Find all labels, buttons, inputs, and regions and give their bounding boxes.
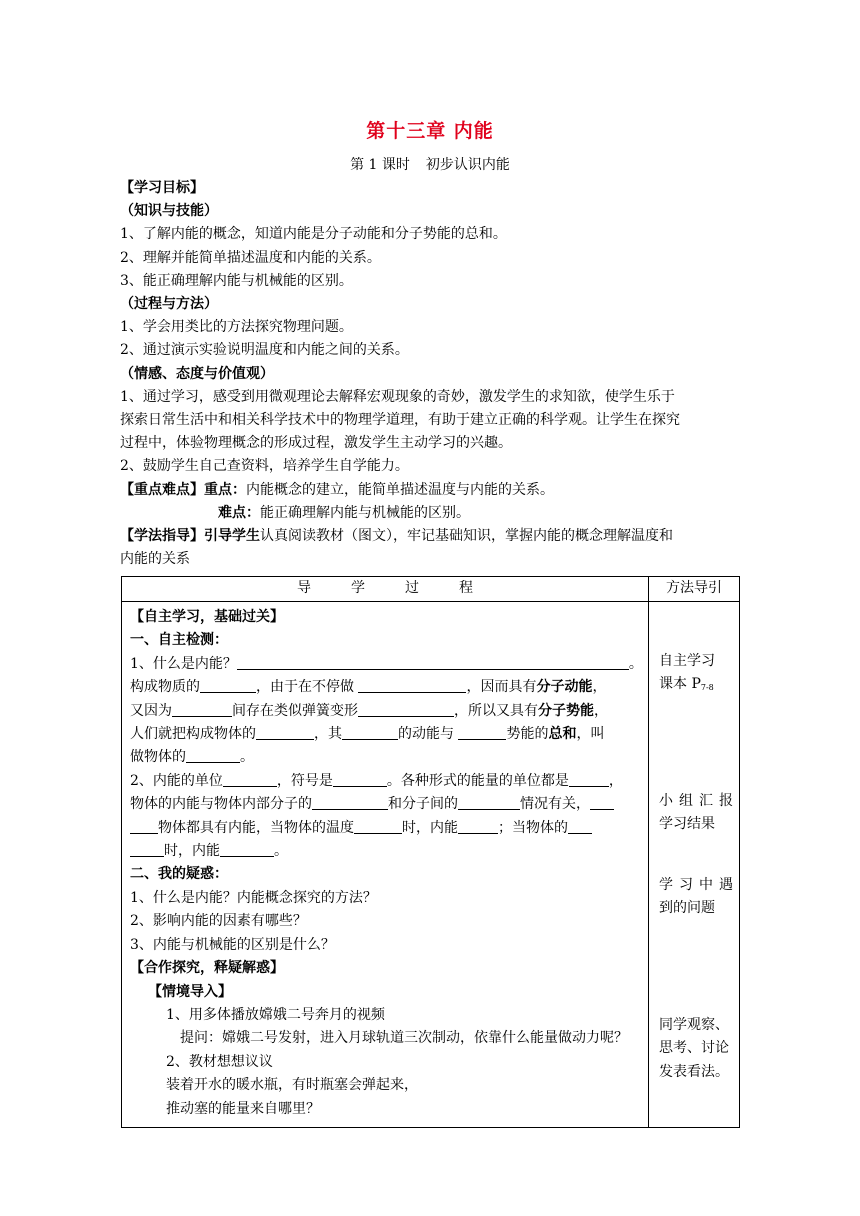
key-label: 重点： [204,481,246,498]
self-test-heading: 一、自主检测： [130,632,228,649]
scenario-text: 推动塞的能量来自哪里？ [166,1100,320,1117]
chapter-title: 第十三章 内能 [366,120,494,142]
process-column-header: 导 学 过 程 [122,577,649,602]
method-row-continued: 内能的关系 [120,551,190,568]
answer-blank[interactable] [220,841,274,857]
answer-blank[interactable] [458,818,498,834]
doubt-item: 2、影响内能的因素有哪些？ [130,913,307,930]
guide-table [121,576,740,1128]
answer-blank[interactable] [130,841,164,857]
question-line: 又因为 间存在类似弹簧变形 ，所以又具有分子势能， [130,702,608,719]
question-line: 物体的内能与物体内部分子的 和分子间的 情况有关， [130,793,642,816]
answer-blank[interactable] [223,771,277,787]
answer-blank[interactable] [458,724,506,740]
question-line: 时，内能 。 [130,840,642,863]
method-row [120,525,740,548]
knowledge-item: 1、了解内能的概念，知道内能是分子动能和分子势能的总和。 [120,226,507,243]
emotion-item: 2、鼓励学生自己查资料，培养学生自学能力。 [120,458,409,475]
answer-blank[interactable] [590,794,614,810]
key-points-row [120,479,740,502]
difficult-text: 能正确理解内能与机械能的区别。 [260,504,470,521]
emotion-heading: （情感、态度与价值观） [120,365,274,382]
process-heading: （过程与方法） [120,296,218,313]
objectives-heading: 【学习目标】 [120,180,204,196]
question-1-line: 1、什么是内能？ 。 [130,655,643,672]
answer-blank[interactable] [358,677,466,693]
table-body-row [122,602,740,1128]
emotion-item-line: 1、通过学习，感受到用微观理论去解释宏观现象的奇妙，激发学生的求知欲，使学生乐于 [120,388,675,405]
guide-note-problems: 学习中遇 到的问题 [659,877,739,917]
emotion-item-line: 探索日常生活中和相关科学技术中的物理学道理，有助于建立正确的科学观。让学生在探究 [120,412,680,429]
question-2-line: 2、内能的单位 ，符号是 。各种形式的能量的单位都是 ， [130,772,623,789]
answer-blank[interactable] [568,818,592,834]
question-line: 物体都具有内能，当物体的温度 时，内能 ；当物体的 [130,817,642,840]
question-line: 人们就把构成物体的 ，其 的动能与 势能的总和，叫 [130,726,605,743]
answer-blank[interactable] [358,701,454,717]
answer-blank[interactable] [237,654,629,670]
emotion-item-line: 过程中，体验物理概念的形成过程，激发学生主动学习的兴趣。 [120,435,512,452]
process-item: 1、学会用类比的方法探究物理问题。 [120,319,353,336]
method-text: 认真阅读教材（图文），牢记基础知识，掌握内能的概念理解温度和 [260,528,673,545]
answer-blank[interactable] [312,794,388,810]
lesson-name: 初步认识内能 [425,157,510,173]
method-column-header: 方法导引 [649,577,740,602]
lesson-number: 第 1 课时 [350,157,410,173]
guide-note-self-study: 自主学习 课本 $P_{7-8}$ [659,653,715,693]
knowledge-item: 2、理解并能简单描述温度和内能的关系。 [120,249,381,266]
answer-blank[interactable] [569,771,609,787]
guide-note-report: 小组汇报 学习结果 [659,793,739,833]
scenario-item: 1、用多体播放嫦娥二号奔月的视频 [166,1006,385,1023]
scenario-question: 提问：嫦娥二号发射，进入月球轨道三次制动，依靠什么能量做动力呢？ [180,1030,628,1047]
question-line: 构成物质的 ，由于在不停做 ，因而具有分子动能， [130,679,607,696]
objectives-section [120,177,740,571]
method-guide-cell [649,602,740,1128]
method-heading: 【学法指导】 [120,528,204,545]
knowledge-item: 3、能正确理解内能与机械能的区别。 [120,272,353,289]
answer-blank[interactable] [200,677,256,693]
cooperation-heading: 【合作探究，释疑解惑】 [130,960,284,977]
doubt-item: 3、内能与机械能的区别是什么？ [130,936,335,953]
table-header-row [122,577,740,602]
scenario-heading: 【情境导入】 [148,983,232,1000]
scenario-text: 装着开水的暖水瓶，有时瓶塞会弹起来， [166,1077,418,1094]
answer-blank[interactable] [130,818,158,834]
answer-blank[interactable] [186,747,240,763]
guide-note-discuss: 同学观察、 思考、讨论 发表看法。 [659,1017,729,1080]
answer-blank[interactable] [333,771,387,787]
answer-blank[interactable] [342,724,398,740]
method-lead: 引导学生 [204,528,260,545]
key-text: 内能概念的建立，能简单描述温度与内能的关系。 [246,481,554,498]
answer-blank[interactable] [172,701,232,717]
difficult-points-row [120,502,740,525]
difficult-label: 难点： [218,504,260,521]
answer-blank[interactable] [256,724,314,740]
question-line: 做物体的 。 [130,749,254,766]
process-item: 2、通过演示实验说明温度和内能之间的关系。 [120,342,409,359]
process-cell [122,602,649,1128]
lesson-subtitle [0,154,860,174]
doubt-item: 1、什么是内能？内能概念探究的方法？ [130,889,377,906]
scenario-item: 2、教材想想议议 [166,1053,273,1070]
key-points-heading: 【重点难点】 [120,481,204,498]
self-study-heading: 【自主学习，基础过关】 [130,609,284,625]
answer-blank[interactable] [458,794,520,810]
knowledge-heading: （知识与技能） [120,203,218,220]
doubts-heading: 二、我的疑惑： [130,866,228,883]
answer-blank[interactable] [354,818,402,834]
